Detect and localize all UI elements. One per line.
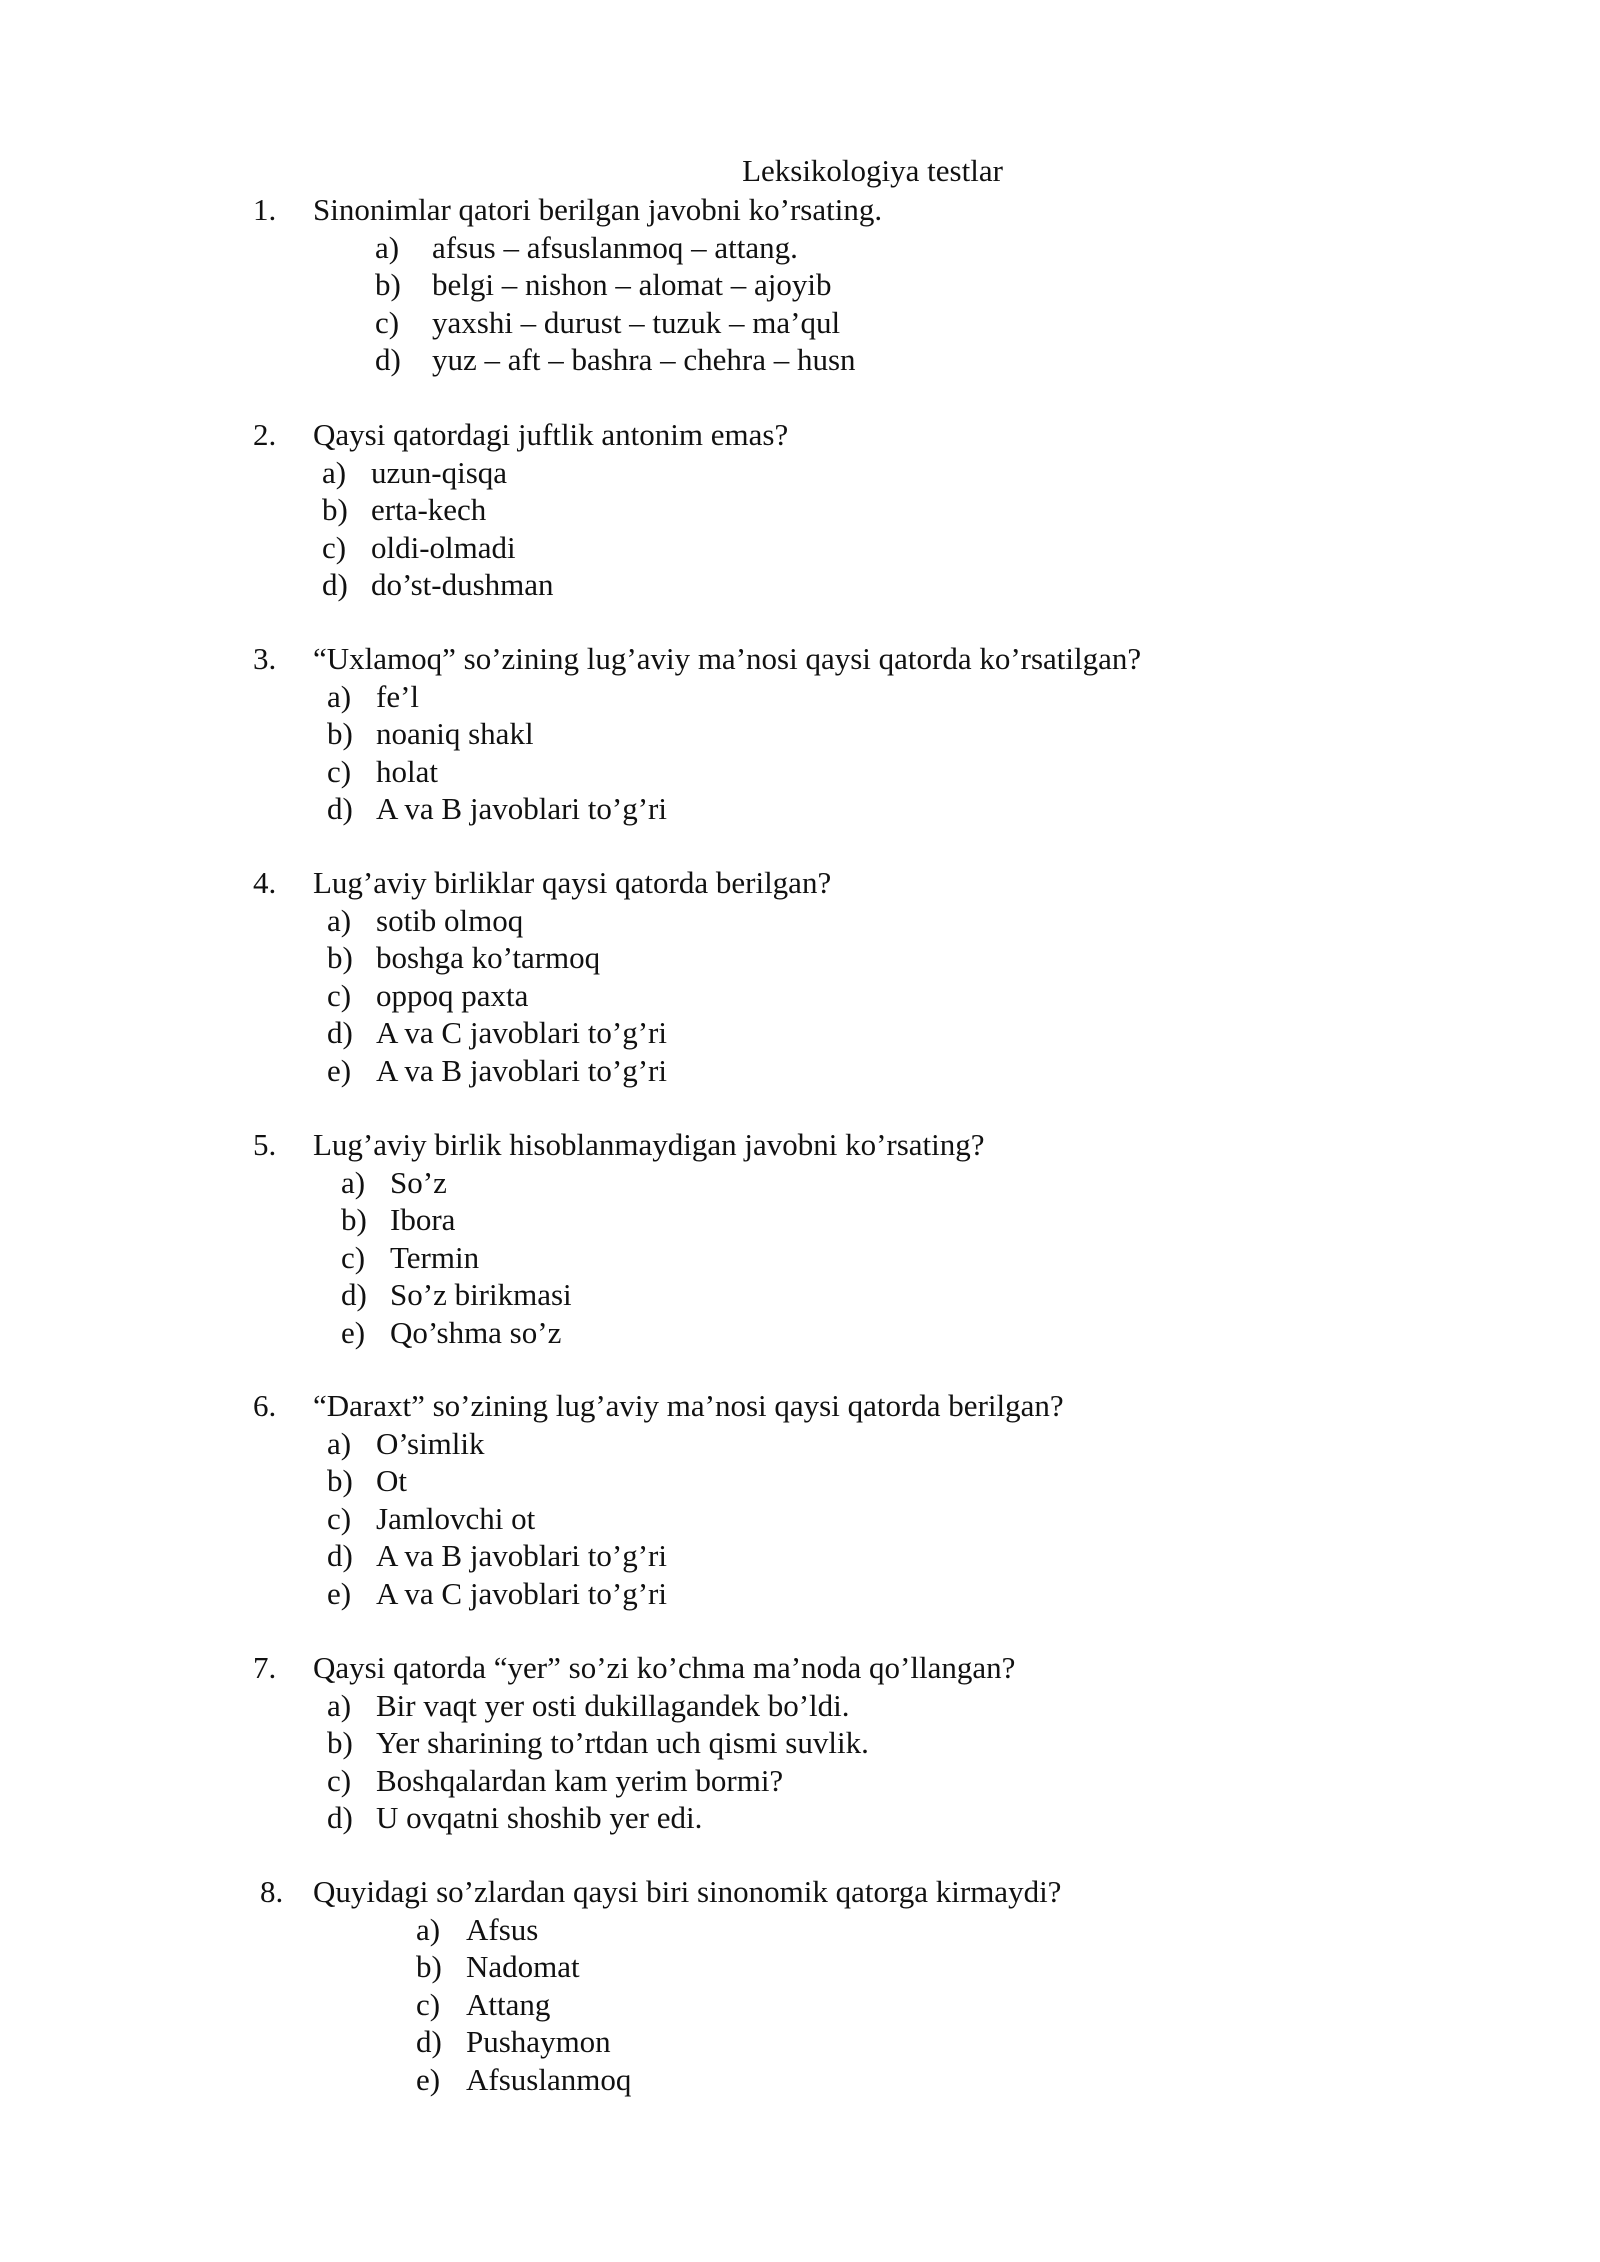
option-letter: d) <box>327 791 353 826</box>
question-number: 7. <box>253 1650 277 1685</box>
option-letter: b) <box>322 492 348 527</box>
question-number: 6. <box>253 1388 277 1423</box>
option-letter: a) <box>327 1687 352 1723</box>
option-text: A va B javoblari to’g’ri <box>376 791 667 826</box>
option-letter: d) <box>375 342 401 377</box>
question-text: Lug’aviy birliklar qaysi qatorda berilgan? <box>313 865 832 900</box>
option-text: yaxshi – durust – tuzuk – ma’qul <box>432 304 841 340</box>
option-letter: d) <box>327 1538 353 1573</box>
option-text: A va C javoblari to’g’ri <box>376 1575 667 1611</box>
question-number: 8. <box>260 1874 284 1909</box>
option-text: do’st-dushman <box>371 567 554 602</box>
question-number: 3. <box>253 641 277 676</box>
option-text: O’simlik <box>376 1425 485 1461</box>
option-text: So’z birikmasi <box>390 1277 572 1312</box>
option-letter: e) <box>327 1052 352 1088</box>
option-letter: d) <box>416 2024 442 2059</box>
option-text: noaniq shakl <box>376 716 534 751</box>
question-text: Qaysi qatordagi juftlik antonim emas? <box>313 417 789 452</box>
option-text: U ovqatni shoshib yer edi. <box>376 1800 703 1835</box>
option-letter: b) <box>341 1202 367 1237</box>
option-letter: e) <box>416 2061 441 2097</box>
option-text: Jamlovchi ot <box>376 1500 536 1536</box>
option-letter: a) <box>416 1911 441 1947</box>
option-text: Attang <box>466 1986 551 2022</box>
option-letter: d) <box>327 1800 353 1835</box>
option-letter: a) <box>375 229 400 265</box>
option-letter: b) <box>327 716 353 751</box>
question-text: Lug’aviy birlik hisoblanmaydigan javobni ko’rsating? <box>313 1127 985 1162</box>
option-text: Bir vaqt yer osti dukillagandek bo’ldi. <box>376 1687 850 1723</box>
option-text: oldi-olmadi <box>371 529 516 565</box>
option-text: afsus – afsuslanmoq – attang. <box>432 229 798 265</box>
option-letter: a) <box>341 1164 366 1200</box>
option-letter: c) <box>341 1239 366 1275</box>
option-text: Yer sharining to’rtdan uch qismi suvlik. <box>376 1725 869 1760</box>
option-text: belgi – nishon – alomat – ajoyib <box>432 267 832 302</box>
option-text: erta-kech <box>371 492 487 527</box>
question-text: Quyidagi so’zlardan qaysi biri sinonomik qatorga kirmaydi? <box>313 1874 1062 1909</box>
option-text: oppoq paxta <box>376 977 529 1013</box>
option-letter: c) <box>416 1986 441 2022</box>
question-text: “Uxlamoq” so’zining lug’aviy ma’nosi qaysi qatorda ko’rsatilgan? <box>313 641 1142 676</box>
option-letter: c) <box>322 529 347 565</box>
option-text: Qo’shma so’z <box>390 1314 562 1350</box>
option-text: boshga ko’tarmoq <box>376 940 601 975</box>
question-number: 2. <box>253 417 277 452</box>
option-letter: c) <box>327 1500 352 1536</box>
option-letter: a) <box>322 454 347 490</box>
option-text: holat <box>376 753 438 789</box>
option-text: yuz – aft – bashra – chehra – husn <box>432 342 856 377</box>
question-text: Qaysi qatorda “yer” so’zi ko’chma ma’noda qo’llangan? <box>313 1650 1016 1685</box>
option-text: Afsuslanmoq <box>466 2061 632 2097</box>
question-number: 5. <box>253 1127 277 1162</box>
option-text: fe’l <box>376 678 420 714</box>
option-text: Nadomat <box>466 1949 580 1984</box>
option-text: A va B javoblari to’g’ri <box>376 1052 667 1088</box>
option-letter: d) <box>327 1015 353 1050</box>
option-letter: a) <box>327 1425 352 1461</box>
option-letter: b) <box>327 1463 353 1498</box>
option-text: Ibora <box>390 1202 456 1237</box>
option-letter: a) <box>327 678 352 714</box>
question-number: 1. <box>253 192 277 227</box>
option-letter: b) <box>327 1725 353 1760</box>
option-text: Afsus <box>466 1911 539 1947</box>
option-letter: d) <box>322 567 348 602</box>
option-letter: c) <box>375 304 400 340</box>
option-letter: b) <box>375 267 401 302</box>
question-text: Sinonimlar qatori berilgan javobni ko’rsating. <box>313 192 883 227</box>
option-text: A va C javoblari to’g’ri <box>376 1015 667 1050</box>
option-text: uzun-qisqa <box>371 454 508 490</box>
option-text: Termin <box>390 1239 480 1275</box>
option-text: So’z <box>390 1164 447 1200</box>
option-letter: e) <box>341 1314 366 1350</box>
question-number: 4. <box>253 865 277 900</box>
page-title: Leksikologiya testlar <box>742 153 1003 188</box>
option-text: Boshqalardan kam yerim bormi? <box>376 1762 784 1798</box>
option-text: A va B javoblari to’g’ri <box>376 1538 667 1573</box>
option-letter: c) <box>327 753 352 789</box>
option-text: Ot <box>376 1463 407 1498</box>
option-letter: e) <box>327 1575 352 1611</box>
option-letter: a) <box>327 902 352 938</box>
option-letter: c) <box>327 1762 352 1798</box>
option-letter: b) <box>327 940 353 975</box>
option-letter: d) <box>341 1277 367 1312</box>
option-text: Pushaymon <box>466 2024 611 2059</box>
option-text: sotib olmoq <box>376 902 524 938</box>
question-text: “Daraxt” so’zining lug’aviy ma’nosi qaysi qatorda berilgan? <box>313 1388 1064 1423</box>
option-letter: c) <box>327 977 352 1013</box>
option-letter: b) <box>416 1949 442 1984</box>
